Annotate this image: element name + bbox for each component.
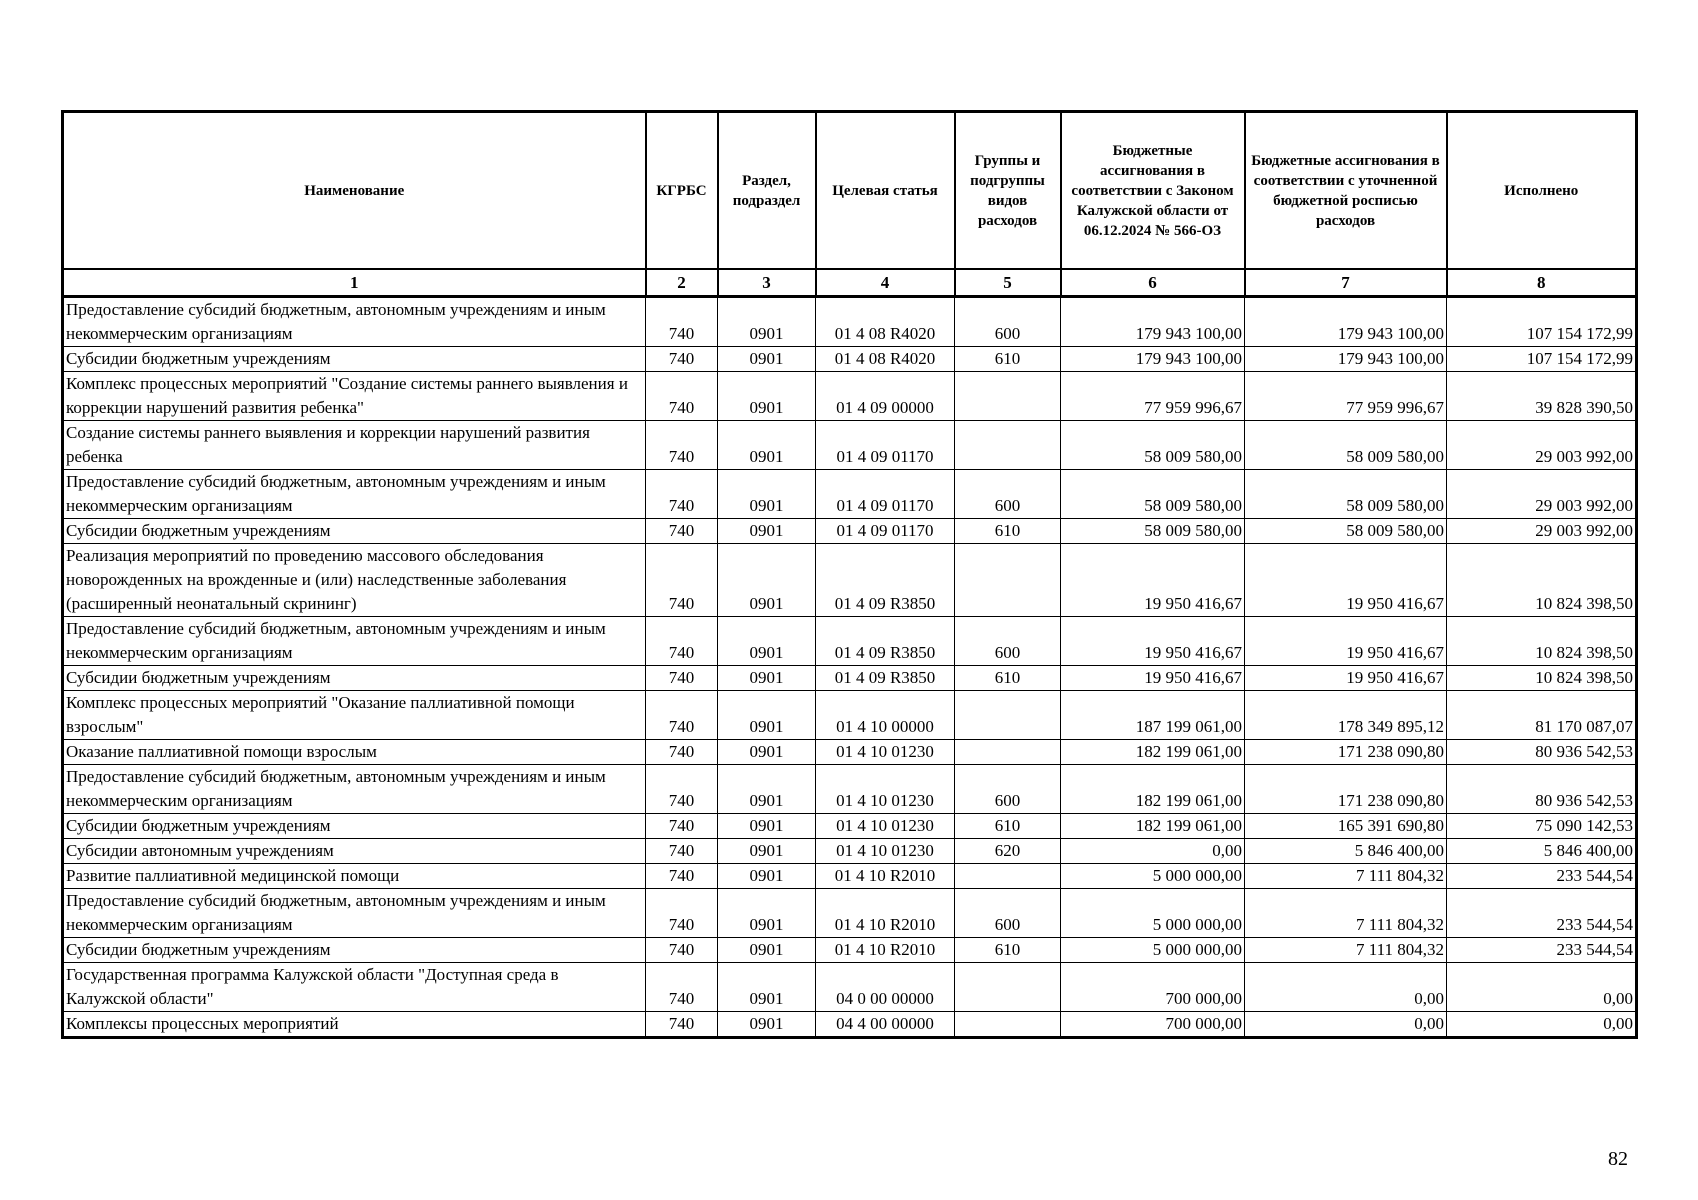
cell-expense-group: 600 bbox=[955, 765, 1061, 814]
cell-expense-group bbox=[955, 740, 1061, 765]
cell-name: Комплекс процессных мероприятий "Создание системы раннего выявления и коррекции нарушений развития ребенка" bbox=[63, 372, 646, 421]
cell-refined-allocation: 5 846 400,00 bbox=[1245, 839, 1447, 864]
cell-target-article: 01 4 09 01170 bbox=[816, 421, 955, 470]
cell-refined-allocation: 178 349 895,12 bbox=[1245, 691, 1447, 740]
cell-section: 0901 bbox=[718, 963, 816, 1012]
table-row bbox=[63, 889, 1637, 938]
cell-expense-group bbox=[955, 691, 1061, 740]
cell-law-allocation: 58 009 580,00 bbox=[1061, 519, 1245, 544]
cell-target-article: 01 4 10 01230 bbox=[816, 814, 955, 839]
table-row bbox=[63, 347, 1637, 372]
table-row bbox=[63, 765, 1637, 814]
table-row bbox=[63, 1012, 1637, 1038]
cell-refined-allocation: 19 950 416,67 bbox=[1245, 617, 1447, 666]
cell-section: 0901 bbox=[718, 347, 816, 372]
cell-kgrbs: 740 bbox=[646, 470, 718, 519]
header-refined-allocations: Бюджетные ассигнования в соответствии с уточненной бюджетной росписью расходов bbox=[1245, 112, 1447, 270]
cell-name: Предоставление субсидий бюджетным, автономным учреждениям и иным некоммерческим организациям bbox=[63, 889, 646, 938]
column-number: 4 bbox=[816, 269, 955, 297]
cell-law-allocation: 182 199 061,00 bbox=[1061, 765, 1245, 814]
cell-law-allocation: 182 199 061,00 bbox=[1061, 740, 1245, 765]
cell-section: 0901 bbox=[718, 765, 816, 814]
cell-executed: 29 003 992,00 bbox=[1447, 421, 1637, 470]
column-number: 7 bbox=[1245, 269, 1447, 297]
cell-expense-group bbox=[955, 864, 1061, 889]
cell-name: Предоставление субсидий бюджетным, автономным учреждениям и иным некоммерческим организациям bbox=[63, 297, 646, 347]
cell-section: 0901 bbox=[718, 617, 816, 666]
cell-kgrbs: 740 bbox=[646, 963, 718, 1012]
cell-executed: 107 154 172,99 bbox=[1447, 347, 1637, 372]
cell-name: Реализация мероприятий по проведению массового обследования новорожденных на врожденные и (или) наследственные заболевания (расширенный неонатальный скрининг) bbox=[63, 544, 646, 617]
cell-refined-allocation: 7 111 804,32 bbox=[1245, 864, 1447, 889]
cell-section: 0901 bbox=[718, 470, 816, 519]
cell-expense-group: 610 bbox=[955, 814, 1061, 839]
cell-kgrbs: 740 bbox=[646, 839, 718, 864]
cell-section: 0901 bbox=[718, 421, 816, 470]
cell-name: Субсидии бюджетным учреждениям bbox=[63, 814, 646, 839]
cell-expense-group: 600 bbox=[955, 889, 1061, 938]
cell-section: 0901 bbox=[718, 740, 816, 765]
cell-expense-group: 610 bbox=[955, 519, 1061, 544]
cell-expense-group bbox=[955, 1012, 1061, 1038]
page-number: 82 bbox=[1608, 1148, 1628, 1170]
cell-expense-group: 620 bbox=[955, 839, 1061, 864]
cell-executed: 29 003 992,00 bbox=[1447, 470, 1637, 519]
header-law-allocations: Бюджетные ассигнования в соответствии с Законом Калужской области от 06.12.2024 № 566-ОЗ bbox=[1061, 112, 1245, 270]
cell-kgrbs: 740 bbox=[646, 617, 718, 666]
cell-expense-group: 600 bbox=[955, 470, 1061, 519]
cell-law-allocation: 5 000 000,00 bbox=[1061, 938, 1245, 963]
cell-name: Предоставление субсидий бюджетным, автономным учреждениям и иным некоммерческим организациям bbox=[63, 470, 646, 519]
cell-name: Создание системы раннего выявления и коррекции нарушений развития ребенка bbox=[63, 421, 646, 470]
header-expense-groups: Группы и подгруппы видов расходов bbox=[955, 112, 1061, 270]
cell-expense-group: 600 bbox=[955, 617, 1061, 666]
table-row bbox=[63, 470, 1637, 519]
table-row bbox=[63, 617, 1637, 666]
cell-name: Предоставление субсидий бюджетным, автономным учреждениям и иным некоммерческим организациям bbox=[63, 617, 646, 666]
cell-executed: 75 090 142,53 bbox=[1447, 814, 1637, 839]
cell-executed: 5 846 400,00 bbox=[1447, 839, 1637, 864]
cell-law-allocation: 5 000 000,00 bbox=[1061, 889, 1245, 938]
table-body bbox=[63, 297, 1637, 1038]
cell-target-article: 01 4 10 01230 bbox=[816, 740, 955, 765]
cell-expense-group bbox=[955, 963, 1061, 1012]
cell-executed: 80 936 542,53 bbox=[1447, 765, 1637, 814]
header-kgrbs: КГРБС bbox=[646, 112, 718, 270]
cell-law-allocation: 700 000,00 bbox=[1061, 1012, 1245, 1038]
cell-refined-allocation: 165 391 690,80 bbox=[1245, 814, 1447, 839]
cell-section: 0901 bbox=[718, 519, 816, 544]
table-row bbox=[63, 691, 1637, 740]
cell-section: 0901 bbox=[718, 1012, 816, 1038]
cell-refined-allocation: 7 111 804,32 bbox=[1245, 889, 1447, 938]
cell-refined-allocation: 58 009 580,00 bbox=[1245, 470, 1447, 519]
cell-kgrbs: 740 bbox=[646, 1012, 718, 1038]
table-row bbox=[63, 544, 1637, 617]
cell-executed: 0,00 bbox=[1447, 963, 1637, 1012]
cell-law-allocation: 58 009 580,00 bbox=[1061, 470, 1245, 519]
cell-refined-allocation: 171 238 090,80 bbox=[1245, 740, 1447, 765]
table-row bbox=[63, 963, 1637, 1012]
cell-target-article: 01 4 09 R3850 bbox=[816, 617, 955, 666]
cell-law-allocation: 187 199 061,00 bbox=[1061, 691, 1245, 740]
cell-kgrbs: 740 bbox=[646, 740, 718, 765]
cell-name: Субсидии бюджетным учреждениям bbox=[63, 347, 646, 372]
cell-kgrbs: 740 bbox=[646, 519, 718, 544]
cell-name: Оказание паллиативной помощи взрослым bbox=[63, 740, 646, 765]
cell-law-allocation: 5 000 000,00 bbox=[1061, 864, 1245, 889]
cell-law-allocation: 179 943 100,00 bbox=[1061, 347, 1245, 372]
cell-kgrbs: 740 bbox=[646, 666, 718, 691]
cell-target-article: 01 4 09 R3850 bbox=[816, 544, 955, 617]
cell-refined-allocation: 19 950 416,67 bbox=[1245, 544, 1447, 617]
cell-executed: 233 544,54 bbox=[1447, 889, 1637, 938]
cell-law-allocation: 19 950 416,67 bbox=[1061, 617, 1245, 666]
cell-refined-allocation: 179 943 100,00 bbox=[1245, 297, 1447, 347]
cell-expense-group bbox=[955, 544, 1061, 617]
cell-target-article: 04 4 00 00000 bbox=[816, 1012, 955, 1038]
header-section: Раздел, подраздел bbox=[718, 112, 816, 270]
cell-executed: 107 154 172,99 bbox=[1447, 297, 1637, 347]
cell-kgrbs: 740 bbox=[646, 864, 718, 889]
budget-table bbox=[61, 110, 1638, 1039]
cell-refined-allocation: 171 238 090,80 bbox=[1245, 765, 1447, 814]
cell-refined-allocation: 58 009 580,00 bbox=[1245, 519, 1447, 544]
cell-name: Субсидии бюджетным учреждениям bbox=[63, 938, 646, 963]
cell-section: 0901 bbox=[718, 814, 816, 839]
cell-law-allocation: 77 959 996,67 bbox=[1061, 372, 1245, 421]
cell-law-allocation: 19 950 416,67 bbox=[1061, 666, 1245, 691]
cell-target-article: 01 4 08 R4020 bbox=[816, 297, 955, 347]
table-row bbox=[63, 297, 1637, 347]
table-row bbox=[63, 814, 1637, 839]
cell-law-allocation: 19 950 416,67 bbox=[1061, 544, 1245, 617]
cell-name: Предоставление субсидий бюджетным, автономным учреждениям и иным некоммерческим организациям bbox=[63, 765, 646, 814]
cell-refined-allocation: 77 959 996,67 bbox=[1245, 372, 1447, 421]
cell-kgrbs: 740 bbox=[646, 544, 718, 617]
cell-law-allocation: 182 199 061,00 bbox=[1061, 814, 1245, 839]
header-row bbox=[63, 112, 1637, 270]
cell-kgrbs: 740 bbox=[646, 421, 718, 470]
cell-expense-group bbox=[955, 421, 1061, 470]
cell-executed: 80 936 542,53 bbox=[1447, 740, 1637, 765]
table-row bbox=[63, 839, 1637, 864]
table-row bbox=[63, 519, 1637, 544]
cell-target-article: 01 4 10 R2010 bbox=[816, 864, 955, 889]
cell-section: 0901 bbox=[718, 889, 816, 938]
cell-executed: 233 544,54 bbox=[1447, 938, 1637, 963]
table-row bbox=[63, 740, 1637, 765]
cell-law-allocation: 58 009 580,00 bbox=[1061, 421, 1245, 470]
cell-executed: 10 824 398,50 bbox=[1447, 617, 1637, 666]
cell-refined-allocation: 58 009 580,00 bbox=[1245, 421, 1447, 470]
column-number: 8 bbox=[1447, 269, 1637, 297]
cell-kgrbs: 740 bbox=[646, 691, 718, 740]
cell-target-article: 01 4 10 R2010 bbox=[816, 889, 955, 938]
cell-kgrbs: 740 bbox=[646, 889, 718, 938]
cell-kgrbs: 740 bbox=[646, 297, 718, 347]
cell-executed: 10 824 398,50 bbox=[1447, 666, 1637, 691]
cell-executed: 10 824 398,50 bbox=[1447, 544, 1637, 617]
cell-expense-group: 600 bbox=[955, 297, 1061, 347]
cell-law-allocation: 700 000,00 bbox=[1061, 963, 1245, 1012]
cell-target-article: 01 4 09 00000 bbox=[816, 372, 955, 421]
cell-name: Субсидии автономным учреждениям bbox=[63, 839, 646, 864]
column-number: 2 bbox=[646, 269, 718, 297]
cell-section: 0901 bbox=[718, 372, 816, 421]
cell-section: 0901 bbox=[718, 691, 816, 740]
table-row bbox=[63, 421, 1637, 470]
cell-section: 0901 bbox=[718, 666, 816, 691]
column-number: 3 bbox=[718, 269, 816, 297]
cell-kgrbs: 740 bbox=[646, 938, 718, 963]
cell-executed: 0,00 bbox=[1447, 1012, 1637, 1038]
cell-expense-group bbox=[955, 372, 1061, 421]
cell-kgrbs: 740 bbox=[646, 372, 718, 421]
cell-name: Государственная программа Калужской области "Доступная среда в Калужской области" bbox=[63, 963, 646, 1012]
cell-target-article: 01 4 09 01170 bbox=[816, 519, 955, 544]
cell-executed: 39 828 390,50 bbox=[1447, 372, 1637, 421]
cell-refined-allocation: 19 950 416,67 bbox=[1245, 666, 1447, 691]
header-name: Наименование bbox=[63, 112, 646, 270]
cell-target-article: 01 4 09 R3850 bbox=[816, 666, 955, 691]
column-number: 1 bbox=[63, 269, 646, 297]
table-row bbox=[63, 372, 1637, 421]
cell-executed: 233 544,54 bbox=[1447, 864, 1637, 889]
cell-name: Развитие паллиативной медицинской помощи bbox=[63, 864, 646, 889]
table-row bbox=[63, 666, 1637, 691]
cell-name: Комплексы процессных мероприятий bbox=[63, 1012, 646, 1038]
cell-target-article: 01 4 10 R2010 bbox=[816, 938, 955, 963]
cell-name: Субсидии бюджетным учреждениям bbox=[63, 666, 646, 691]
cell-section: 0901 bbox=[718, 864, 816, 889]
cell-expense-group: 610 bbox=[955, 666, 1061, 691]
cell-target-article: 01 4 10 00000 bbox=[816, 691, 955, 740]
cell-name: Комплекс процессных мероприятий "Оказание паллиативной помощи взрослым" bbox=[63, 691, 646, 740]
cell-section: 0901 bbox=[718, 544, 816, 617]
header-target-article: Целевая статья bbox=[816, 112, 955, 270]
column-number-row bbox=[63, 269, 1637, 297]
cell-section: 0901 bbox=[718, 839, 816, 864]
cell-refined-allocation: 179 943 100,00 bbox=[1245, 347, 1447, 372]
cell-target-article: 01 4 09 01170 bbox=[816, 470, 955, 519]
cell-kgrbs: 740 bbox=[646, 765, 718, 814]
cell-refined-allocation: 0,00 bbox=[1245, 963, 1447, 1012]
cell-target-article: 04 0 00 00000 bbox=[816, 963, 955, 1012]
cell-target-article: 01 4 10 01230 bbox=[816, 839, 955, 864]
cell-refined-allocation: 0,00 bbox=[1245, 1012, 1447, 1038]
cell-kgrbs: 740 bbox=[646, 347, 718, 372]
cell-target-article: 01 4 08 R4020 bbox=[816, 347, 955, 372]
cell-executed: 29 003 992,00 bbox=[1447, 519, 1637, 544]
cell-section: 0901 bbox=[718, 297, 816, 347]
column-number: 6 bbox=[1061, 269, 1245, 297]
table-row bbox=[63, 938, 1637, 963]
header-executed: Исполнено bbox=[1447, 112, 1637, 270]
column-number: 5 bbox=[955, 269, 1061, 297]
cell-section: 0901 bbox=[718, 938, 816, 963]
cell-law-allocation: 179 943 100,00 bbox=[1061, 297, 1245, 347]
cell-expense-group: 610 bbox=[955, 347, 1061, 372]
cell-refined-allocation: 7 111 804,32 bbox=[1245, 938, 1447, 963]
cell-target-article: 01 4 10 01230 bbox=[816, 765, 955, 814]
cell-expense-group: 610 bbox=[955, 938, 1061, 963]
cell-kgrbs: 740 bbox=[646, 814, 718, 839]
cell-name: Субсидии бюджетным учреждениям bbox=[63, 519, 646, 544]
cell-executed: 81 170 087,07 bbox=[1447, 691, 1637, 740]
table-row bbox=[63, 864, 1637, 889]
cell-law-allocation: 0,00 bbox=[1061, 839, 1245, 864]
